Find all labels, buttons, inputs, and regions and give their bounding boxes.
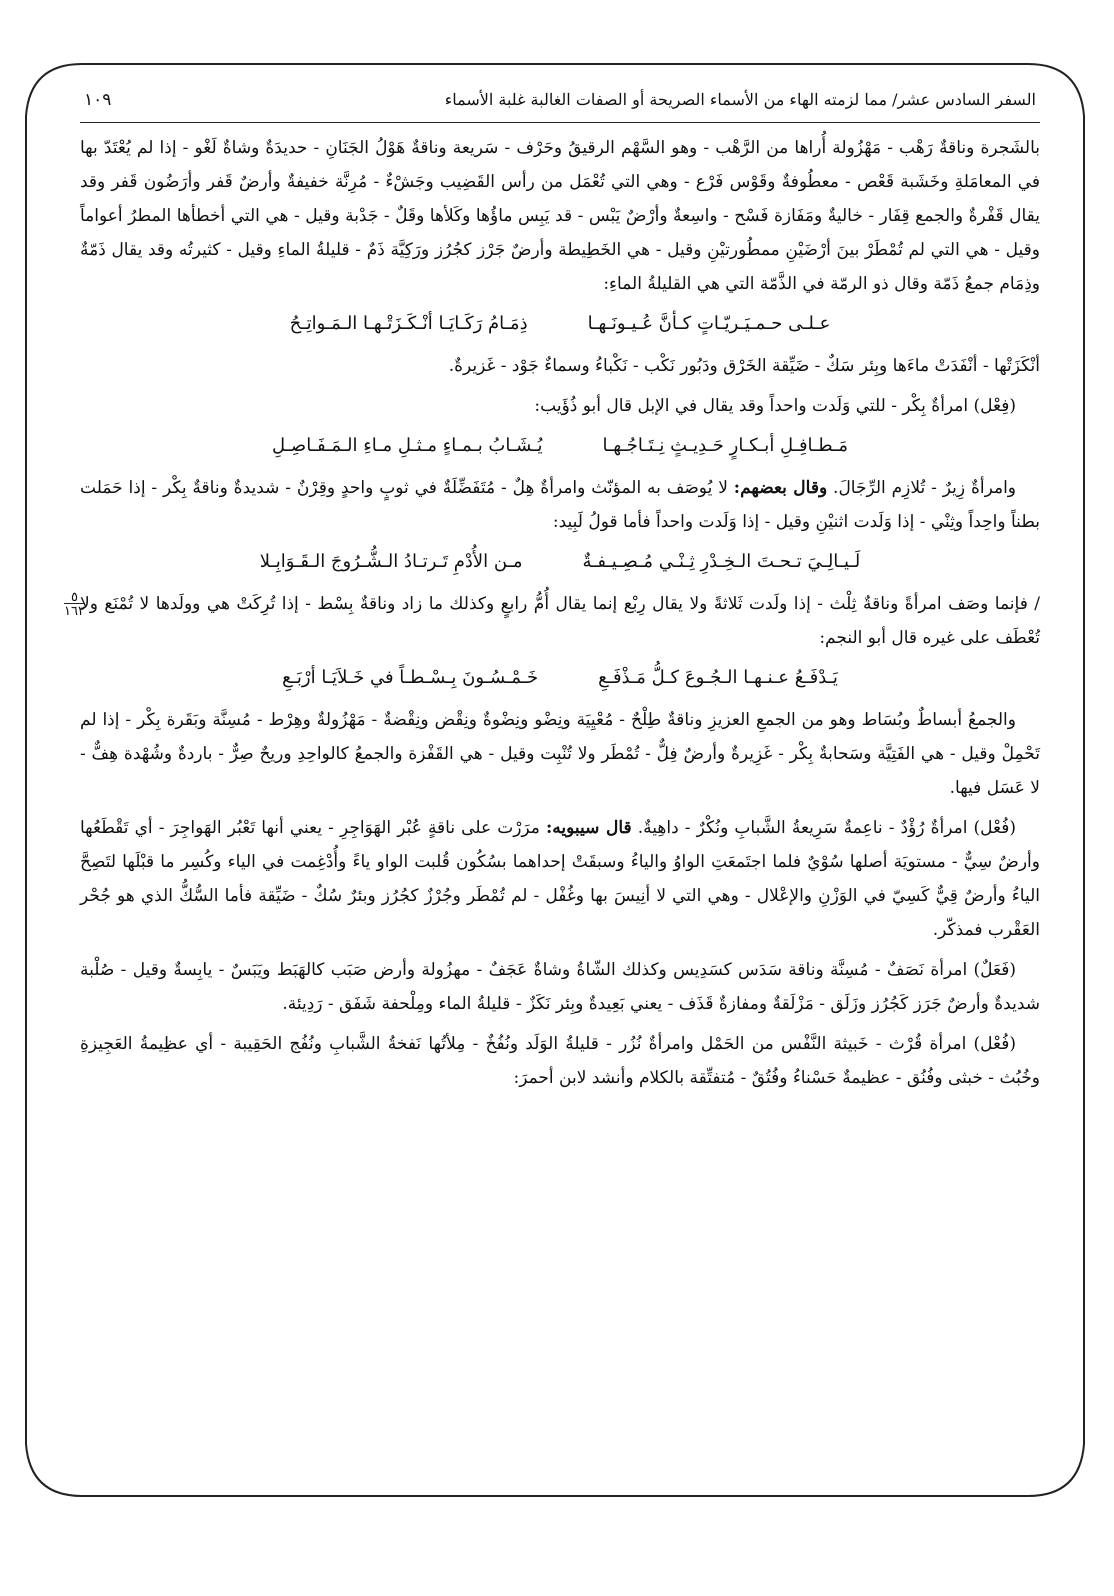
verse-line xyxy=(80,307,1040,341)
paragraph: والجمعُ أبساطٌ وبُسَاط وهو من الجمعِ العزيزِ وناقةٌ طِلْحٌ - مُعْيِيَة ونِضْو ونِضْوةٌ ونِقْض ونِقْضةٌ - مَهْزُولةٌ وهِرْط - مُسِنَّة وبَقَرة بِكْر - إذا لم تَحْمِلْ وقيل - هي الفَتِيَّة وسَحابةٌ بِكْر - غَزِيرةٌ وأرضٌ فِلٌّ - تُمْطَر ولا تُنْبِت وقيل - هي القَفْزة والجمعُ كالواحِدِ وريحٌ صِرٌّ - باردةٌ وشُهْدة هِفٌّ - لا عَسَل فيها. xyxy=(80,710,1040,798)
header-title: السفر السادس عشر/ مما لزمته الهاء من الأسماء الصريحة أو الصفات الغالبة غلبة الأسماء xyxy=(444,90,1036,109)
verse-first-hemistich: مَـطـافِـلِ أبـكـارٍ حَـدِيـثٍ نِـتَـاجُـهـا xyxy=(602,435,848,456)
paragraph-text: / فإنما وصَف امرأةً وناقةٌ ثِلْث - إذا ولَدت ثَلاثةً ولا يقال رِبْع إنما يقال أُمُّ رابعٍ وكذلك ما زاد وناقةٌ بِسْط - إذا تُرِكَتْ هي وولَدها لا تُمْنَع ولا تُعْطَف على غيره قال أبو النجم: xyxy=(80,594,1040,648)
paragraph-text: وامرأةٌ زِيرٌ - تُلازِم الرِّجَالَ. xyxy=(833,478,1017,498)
margin-note-bottom: ١٦٢ xyxy=(64,604,85,619)
page-content xyxy=(64,90,1041,1101)
running-header xyxy=(80,90,1040,123)
verse-second-hemistich: يُـشَـابُ بـمـاءٍ مـثـلِ مـاءِ الـمَـفَـاصِـلِ xyxy=(272,435,543,456)
paragraph: (فُعْل) امرأة قُرْث - خَبيثة النَّفْس من الحَمْل وامرأةٌ نُزُر - قليلةُ الوَلَد ونُفُخٌ - مِلأتُها نَفخةُ الشَّبابِ ونُفُج الحَقِيبة - أي عظِيمةُ العَجِيزةِ وخُبُث - خبثى وفُنُق - عظيمةٌ حَسْناءُ وفُتُقٌ - مُتفتِّقة بالكلام وأنشد لابن أحمرَ: xyxy=(80,1034,1040,1088)
verse-second-hemistich: مـن الأُدْمِ تَـرتـادُ الـشُّـرُوجَ الـقَـوَابِـلا xyxy=(259,551,523,572)
verse-line xyxy=(80,661,1040,695)
paragraph: (فِعْل) امرأةٌ بِكْر - للتي وَلَدت واحداً وقد يقال في الإبل قال أبو ذُؤَيب: xyxy=(534,396,1016,416)
verse-first-hemistich: عـلـى حـمـيَـريّـاتٍ كـأنَّ عُـيـونَـهـا xyxy=(587,313,831,334)
verse-second-hemistich: ذِمَـامُ رَكَـايَـا أنْـكَـزَتْـهـا الـمَـواتِـحُ xyxy=(289,313,528,334)
paragraph xyxy=(64,587,1040,655)
margin-folio-note xyxy=(64,591,85,619)
paragraph-text: لا يُوصَف به المؤنّث وامرأةٌ هِلٌ - مُتَفَضِّلَةٌ في ثوبٍ واحدٍ وقِرْنٌ - شديدةٌ وناقةٌ بِكْر - إذا حَمَلت بطناً واحِداً وثِنْي - إذا وَلَدت اثنيْنِ وقيل - إذا وَلَدت واحداً فأما قولُ لَبِيد: xyxy=(80,478,1040,532)
verse-first-hemistich: لَـيـالِـيَ تـحـتَ الـخِـدْرِ ثِـنْـي مُـصِـيـفـةٌ xyxy=(582,551,861,572)
paragraph-text: مرَرْت على ناقةٍ عُبْر الهَوَاجِرِ - يعني أنها تَعْبُر الهَواجِرَ - أي تَقْطَعُها وأرضٌ سِيٌّ - مستويَة أصلها سُوْيٌ فلما اجتَمعَتِ الواوُ والياءُ وسبقَتْ إحداهما بسُكُون قُلبت الواو ياءً وأُدْغِمت في الياء وكُسِر ما قبْلَها لتَصِحَّ الياءُ وأرضٌ قِيٌّ كَسِيّ في الوَزْنِ والإعْلال - وهي التي لا أنِيسَ بها وغُفْل - لم تُمْطَر وجُرْزٌ كجُرُز وبئرٌ سُكٌ - ضَيِّقة فأما السُّكُّ الذي هو جُحْر العَقْرب فمذكّر. xyxy=(80,818,1040,940)
paragraph xyxy=(80,471,1040,539)
paragraph-text: (فُعْل) امرأةٌ رُؤْدٌ - ناعِمةٌ سَرِيعةُ الشَّبابِ ونُكْرٌ - داهِيةٌ. xyxy=(637,818,1017,838)
verse-line xyxy=(80,429,1040,463)
page-number: ١٠٩ xyxy=(84,90,112,110)
verse-line xyxy=(80,545,1040,579)
text-body xyxy=(64,123,1041,1095)
verse-first-hemistich: يَـدْفَـعُ عـنـهـا الـجُـوعَ كـلُّ مَـذْفَـعِ xyxy=(598,667,838,688)
paragraph: بالشَجرة وناقةٌ رَهْب - مَهْزُولة أُراها من الرَّهْب - وهو السَّهْم الرقيقُ وحَرْف - سَريعة وناقةٌ هَوْلُ الجَنَانِ - حديدَةٌ وشاةٌ لَغْو - إذا لم يُعْتَدّ بها في المعامَلةِ وخَشَبة قَعْص - معطُوفةٌ وقَوْس فَرْع - وهي التي تُعْمَل من رأس القَضِيب وجَشْءٌ - مُرِنَّة خفيفةٌ وأرضٌ قَفر وأرَضُون قَفر وقد يقال قَفْرةٌ والجمع قِفَار - خاليةٌ ومَفَازة فَسْح - واسِعةٌ وأرْضٌ يَبْس - قد يَبِس ماؤُها وكَلأها وقَلٌ - جَدْبة وقيل - هي التي أخطأها المطرُ أعواماً وقيل - هي التي لم تُمْطَرْ بينَ أرْضَيْنِ ممطُورتيْنِ وقيل - هي الخَطِيطة وأرضٌ جَرْز كجُرُز ورَكِيَّة ذَمٌ - قليلةُ الماءِ وقيل - كثيرتُه وقد يقال ذَمّةٌ وذِمَام جمعُ ذَمّة وقال ذو الرمّة في الذَّمّة التي هي القليلةُ الماءِ: xyxy=(80,138,1041,294)
cited-authority: وقال بعضهم: xyxy=(733,478,828,498)
margin-note-top: ٥ xyxy=(70,590,78,605)
cited-authority: قال سيبويه: xyxy=(546,818,632,838)
paragraph: أنْكَزَتْها - أنْفَدَتْ ماءَها وبِئر سَكٌ - ضَيِّقة الخَرْق ودَبُور نَكْب - نَكْباءُ وسماءٌ جَوْد - غَزيرةٌ. xyxy=(448,356,1040,376)
paragraph: (فَعَلٌ) امرأة نَصَفٌ - مُسِنَّة وناقة سَدَس كسَدِيس وكذلك الشّاةُ وشاةٌ عَجَفٌ - مهزُولة وأرض صَبَب كالهَبَط ويَبَسٌ - يابِسةٌ وقيل - صُلْبة شديدةٌ وأرضٌ جَرَز كَجُرُز وزَلَق - مَزْلَقةٌ ومفازةٌ قَذَف - يعني بَعِيدةٌ وبِئر نَكَزٌ - قليلةُ الماء ومِلْحفة شَفَق - رَدِيئة. xyxy=(80,960,1040,1014)
verse-second-hemistich: خَـمْـسُـونَ بِـسْـطـاً في خَـلاَيَـا أرْبَـعِ xyxy=(282,667,539,688)
paragraph xyxy=(80,811,1040,947)
